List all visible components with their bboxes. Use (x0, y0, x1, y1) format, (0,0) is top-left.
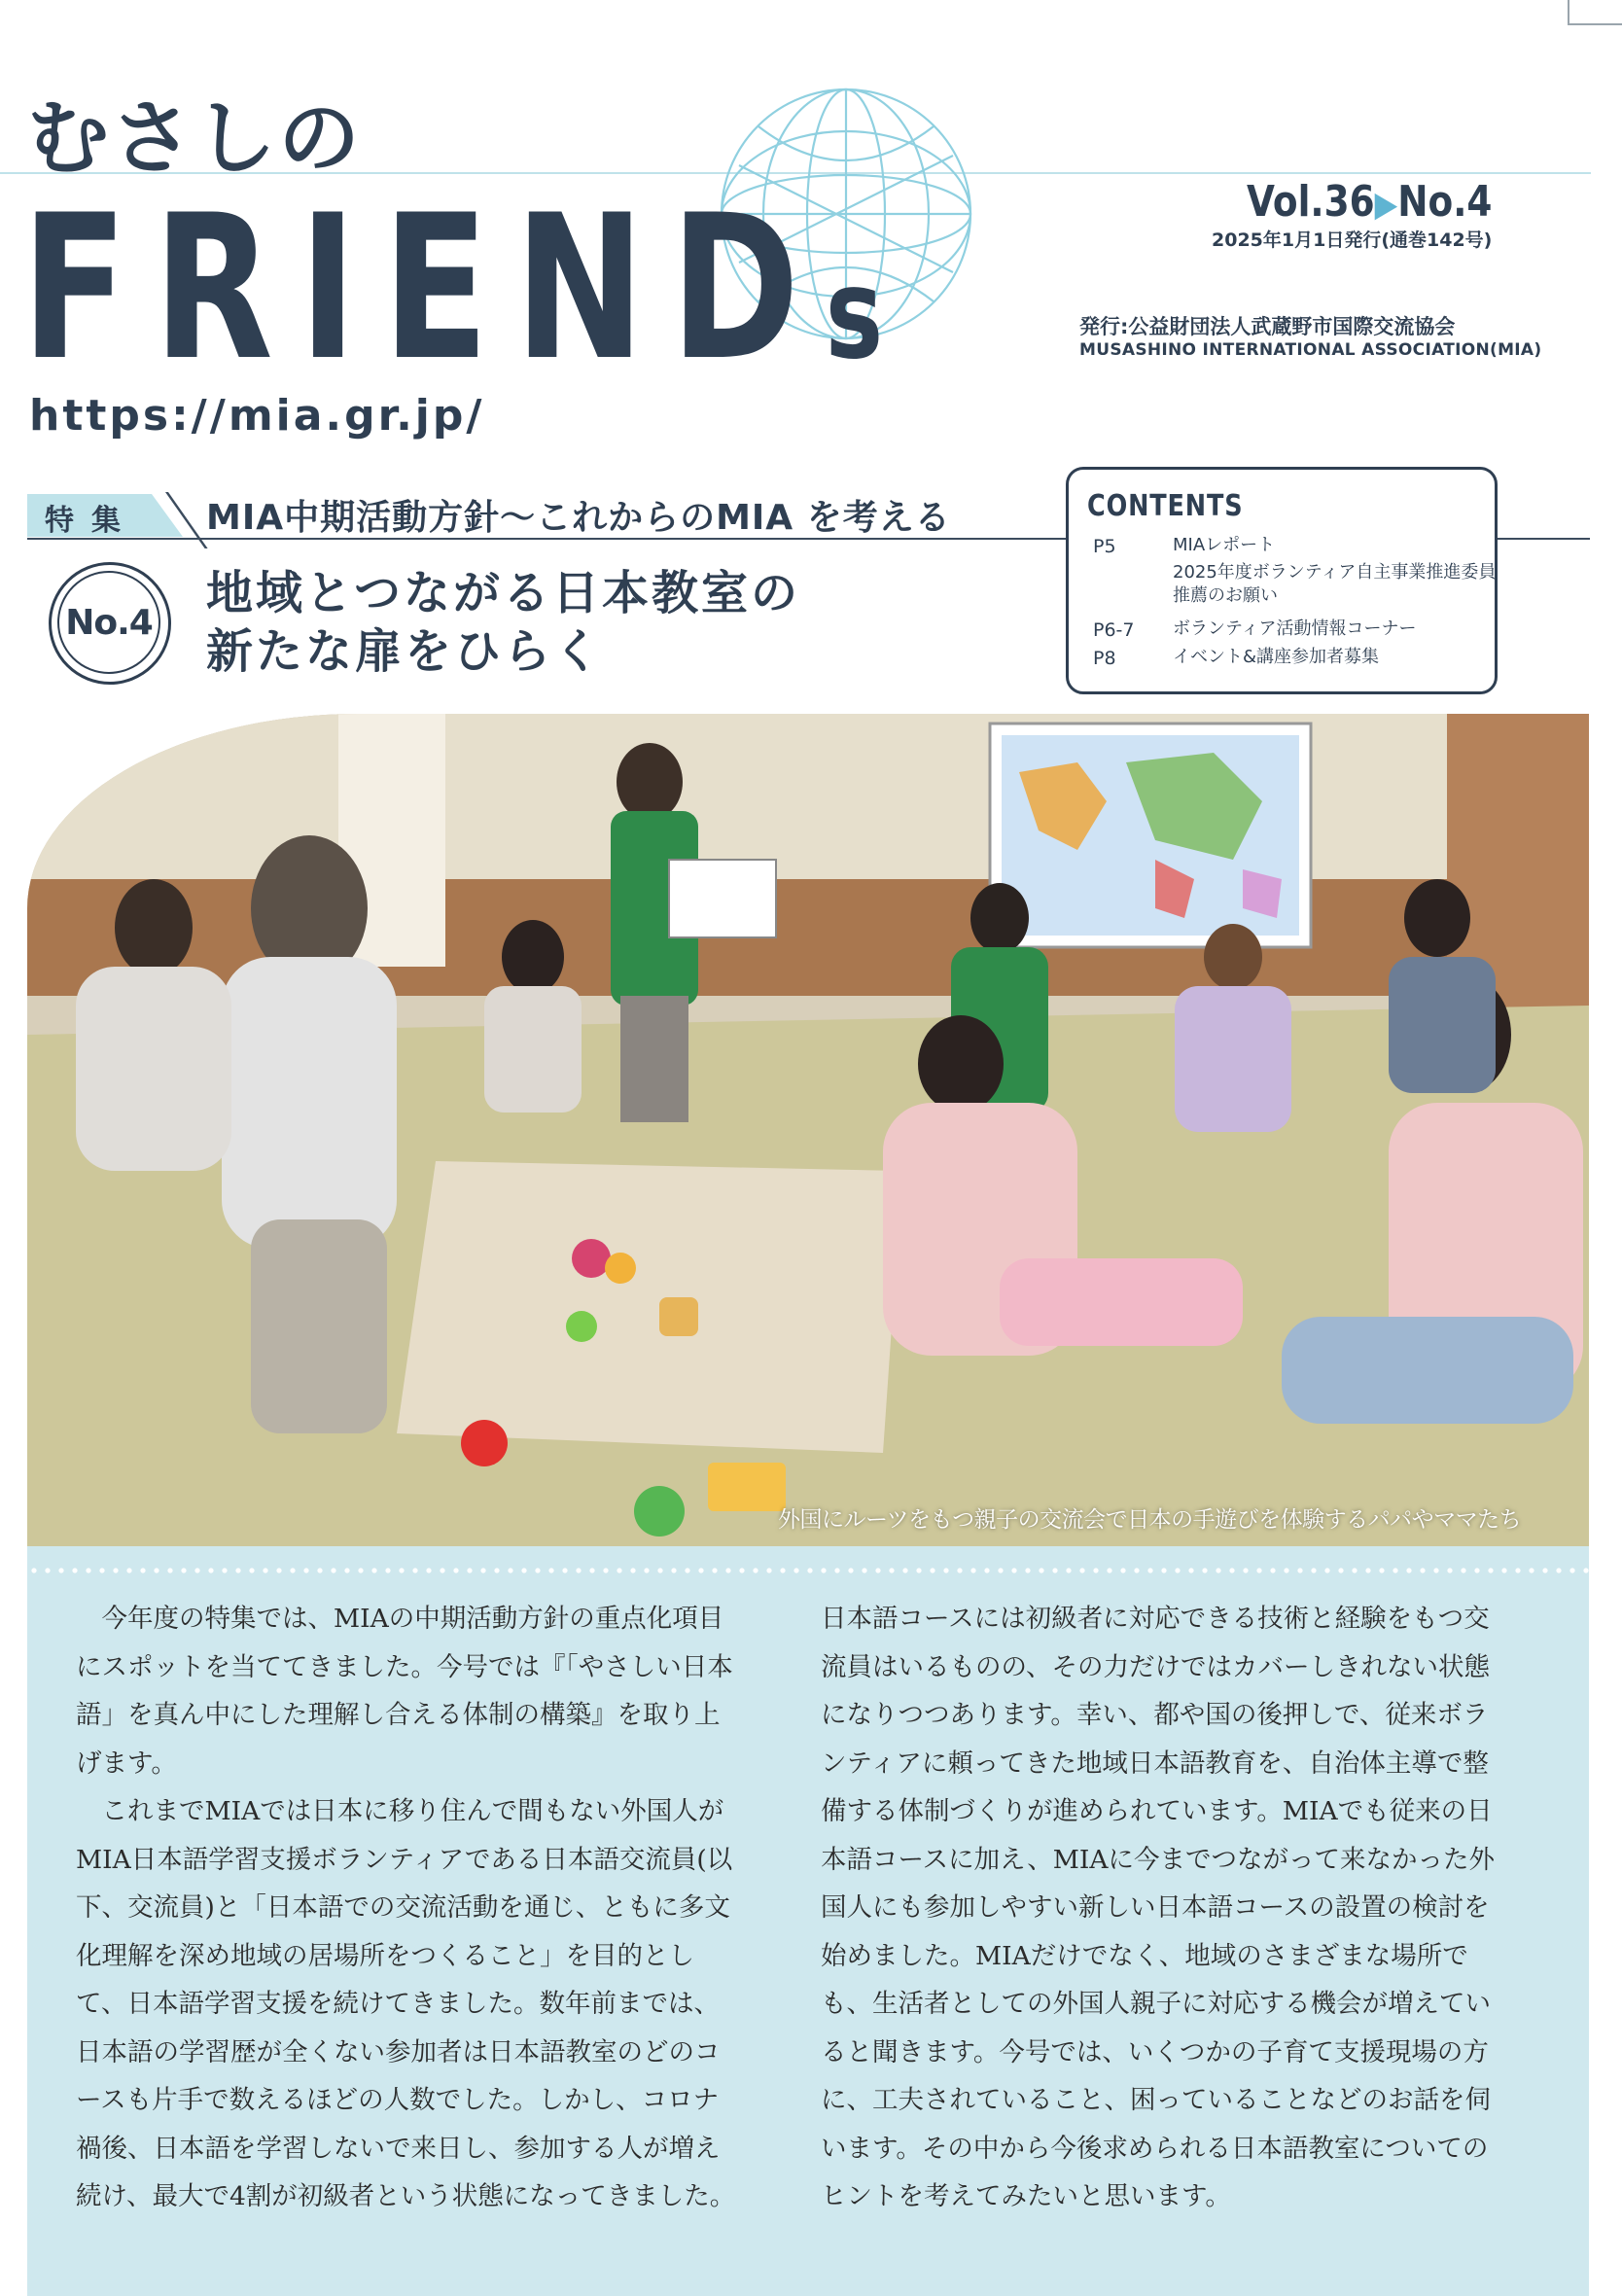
classroom-photo-illustration (27, 714, 1589, 1546)
article-column-left (76, 1595, 741, 2221)
contents-title: CONTENTS (1087, 489, 1244, 523)
crop-mark (1568, 0, 1622, 25)
brand-small: むさしの (27, 90, 363, 186)
contents-item-text[interactable]: ボランティア活動情報コーナー (1173, 618, 1417, 639)
contents-page[interactable]: P8 (1093, 648, 1116, 669)
article-paragraph: これまでMIAでは日本に移り住んで間もない外国人がMIA日本語学習支援ボランティアである日本語交流員(以下、交流員)と「日本語での交流活動を通じ、ともに多文化理解を深め地域の居場所をつくること」を目的として、日本語学習支援を続けてきました。数年前までは、日本語の学習歴が全くない参加者は日本語教室のどのコースも片手で数えるほどの人数でした。しかし、コロナ禍後、日本語を学習しないで来日し、参加する人が増え続け、最大で4割が初級者という状態になってきました。 (76, 1796, 736, 2211)
contents-item-text[interactable]: イベント&講座参加者募集 (1173, 647, 1380, 667)
feature-photo (27, 714, 1589, 1546)
website-link[interactable]: https://mia.gr.jp/ (29, 391, 485, 441)
volume-label: Vol.36 (1247, 177, 1375, 227)
photo-caption: 外国にルーツをもつ親子の交流会で日本の手遊びを体験するパパやママたち (778, 1507, 1522, 1533)
article-column-right (821, 1595, 1501, 2221)
headline-line-1: 地域とつながる日本教室の (206, 566, 801, 620)
feature-number-badge (49, 562, 171, 685)
brand-logo-tail: s (825, 242, 884, 387)
feature-number: No.4 (57, 571, 160, 674)
headline (206, 564, 800, 681)
article-paragraph: 今年度の特集では、MIAの中期活動方針の重点化項目にスポットを当ててきました。今号では『「やさしい日本語」を真ん中にした理解し合える体制の構築』を取り上げます。 (76, 1604, 733, 1779)
headline-line-2: 新たな扉をひらく (206, 624, 604, 679)
contents-item-text[interactable]: MIAレポート (1173, 535, 1276, 555)
publisher-en: MUSASHINO INTERNATIONAL ASSOCIATION(MIA) (1079, 340, 1542, 360)
contents-page[interactable]: P6-7 (1093, 619, 1135, 641)
contents-page[interactable]: P5 (1093, 536, 1116, 557)
article-paragraph: 日本語コースには初級者に対応できる技術と経験をもつ交流員はいるものの、その力だけではカバーしきれない状態になりつつあります。幸い、都や国の後押しで、従来ボランティアに頼ってきた地域日本語教育を、自治体主導で整備する体制づくりが進められています。MIAでも従来の日本語コースに加え、MIAに今までつながって来なかった外国人にも参加しやすい新しい日本語コースの設置の検討を始めました。MIAだけでなく、地域のさまざまな場所でも、生活者としての外国人親子に対応する機会が増えていると聞きます。今号では、いくつかの子育て支援現場の方に、工夫されていること、困っていることなどのお話を伺います。その中から今後求められる日本語教室についてのヒントを考えてみたいと思います。 (821, 1604, 1496, 2211)
issue-number (1247, 177, 1492, 227)
brand-logo-main: FRIEND (21, 173, 826, 405)
triangle-right-icon: ▶ (1374, 185, 1398, 225)
feature-title: MIA中期活動方針〜これからのMIA を考える (206, 498, 951, 538)
dotted-divider (27, 1568, 1589, 1573)
brand-logo (21, 173, 884, 405)
feature-badge-label: 特集 (45, 504, 138, 538)
feature-divider (165, 492, 208, 548)
contents-item-text[interactable]: 2025年度ボランティア自主事業推進委員 (1173, 562, 1497, 583)
issue-date: 2025年1月1日発行(通巻142号) (1212, 230, 1493, 251)
contents-item-text[interactable]: 推薦のお願い (1173, 585, 1278, 606)
number-label: No.4 (1397, 177, 1493, 227)
publisher-ja: 発行:公益財団法人武蔵野市国際交流協会 (1079, 315, 1456, 338)
